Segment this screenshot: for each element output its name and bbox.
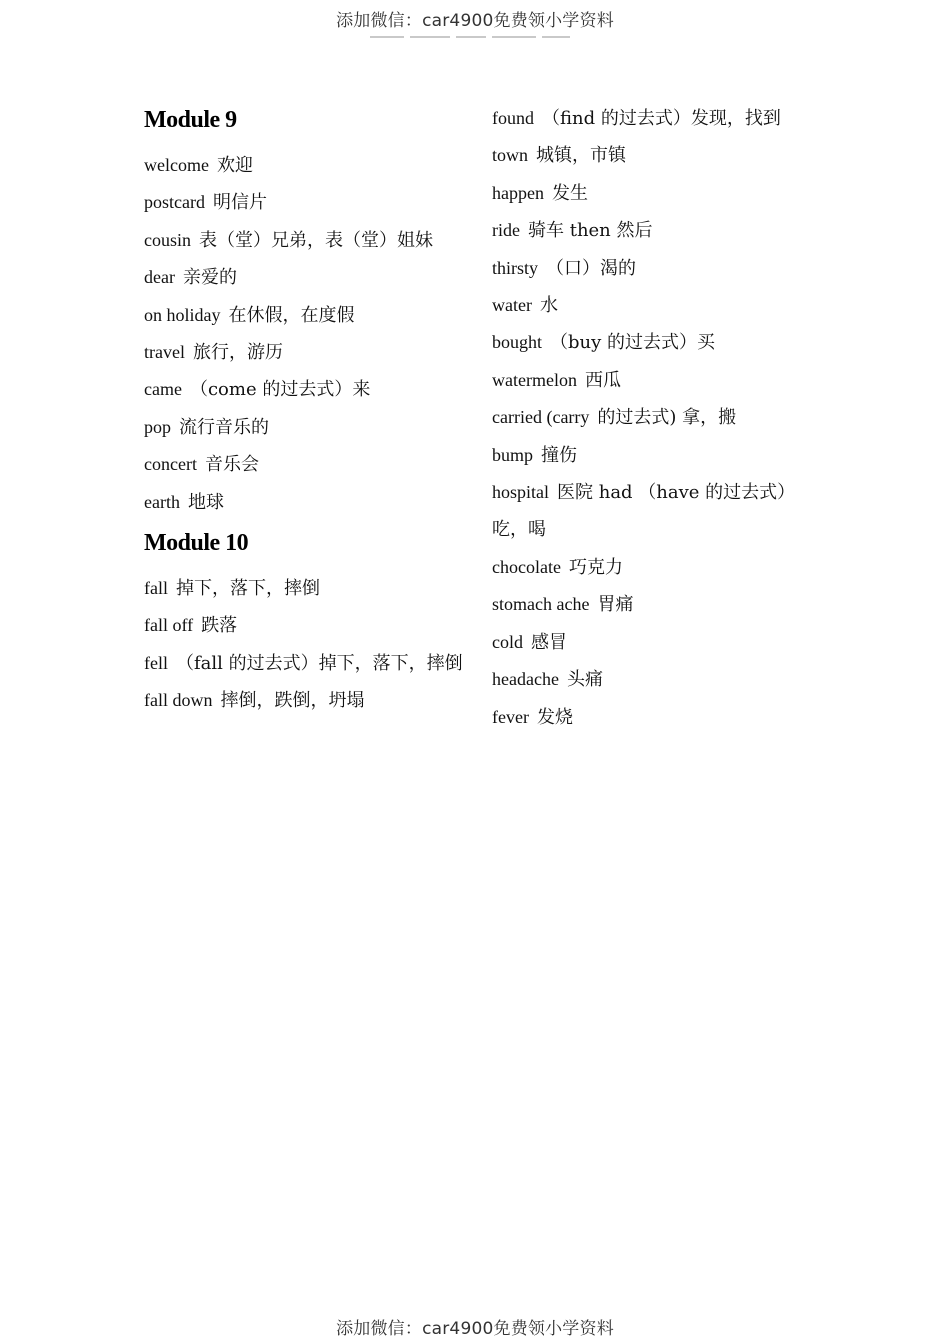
vocab-meaning: 胃痛	[597, 594, 634, 616]
module-9-heading: Module 9	[144, 107, 237, 133]
vocab-meaning: 在休假，在度假	[228, 304, 355, 326]
vocab-entry	[492, 549, 812, 586]
vocab-entry	[144, 570, 469, 607]
vocab-meaning: （口）渴的	[546, 257, 637, 279]
left-column	[144, 100, 469, 720]
vocab-word: bought	[492, 332, 543, 353]
vocab-word: fall off	[144, 615, 194, 636]
vocab-meaning: 欢迎	[216, 155, 253, 176]
vocab-entry	[492, 399, 812, 436]
vocab-entry	[492, 250, 812, 287]
vocab-word: earth	[144, 491, 180, 512]
vocab-word: travel	[144, 342, 185, 363]
vocab-meaning: 巧克力	[568, 556, 623, 578]
vocab-meaning: 掉下，落下，摔倒	[176, 578, 320, 600]
vocab-meaning: 城镇，市镇	[536, 145, 626, 167]
vocab-entry	[144, 297, 469, 334]
vocab-entry	[144, 607, 469, 644]
vocab-entry	[492, 287, 812, 324]
vocab-word: town	[492, 145, 528, 166]
vocab-entry	[492, 212, 812, 249]
vocab-word: chocolate	[492, 556, 561, 577]
vocab-meaning: （buy 的过去式）买	[550, 332, 716, 354]
vocab-entry	[144, 334, 469, 371]
watermark-bottom: 添加微信：car4900免费领小学资料	[336, 1319, 614, 1339]
vocab-entry	[492, 661, 812, 698]
vocab-meaning: 发烧	[536, 706, 573, 728]
vocab-meaning: 音乐会	[204, 454, 259, 476]
module-10-heading: Module 10	[144, 530, 249, 557]
vocab-entry	[144, 682, 469, 719]
vocab-word: fever	[492, 706, 529, 727]
vocab-entry	[144, 259, 469, 296]
vocab-meaning: 头痛	[566, 669, 603, 691]
vocab-meaning: 旅行，游历	[192, 342, 283, 364]
vocab-meaning: 跌落	[201, 615, 238, 637]
vocab-entry	[144, 147, 469, 184]
right-column	[492, 100, 812, 736]
vocab-meaning: 表（堂）兄弟，表（堂）姐妹	[199, 229, 433, 251]
module-9-list	[144, 147, 469, 521]
vocab-meaning: （find 的过去式）发现，找到	[542, 108, 781, 129]
vocab-meaning: （fall 的过去式）掉下，落下，摔倒	[176, 652, 463, 674]
vocab-entry	[144, 184, 469, 221]
vocab-word: fall	[144, 578, 168, 599]
vocab-word: bump	[492, 444, 534, 465]
faded-header-line	[370, 26, 580, 38]
vocab-entry	[492, 699, 812, 736]
watermark-top: 添加微信：car4900免费领小学资料	[336, 11, 614, 31]
vocab-word: thirsty	[492, 257, 539, 278]
vocab-meaning: 感冒	[531, 631, 567, 653]
vocab-word: postcard	[144, 192, 205, 213]
vocab-entry	[492, 137, 812, 174]
vocab-word: headache	[492, 669, 559, 690]
vocab-meaning: 骑车 then 然后	[527, 220, 653, 242]
vocab-word: cold	[492, 631, 523, 652]
vocab-entry	[144, 484, 469, 521]
vocab-word: stomach ache	[492, 594, 590, 615]
vocab-word: welcome	[144, 155, 209, 175]
vocab-meaning: （come 的过去式）来	[189, 379, 371, 401]
vocab-word: concert	[144, 454, 197, 475]
vocab-word: fell	[144, 652, 168, 673]
vocab-word: on holiday	[144, 304, 221, 325]
vocab-word: happen	[492, 182, 544, 203]
vocab-entry	[492, 586, 812, 623]
vocab-meaning: 地球	[187, 491, 224, 513]
vocab-word: found	[492, 108, 534, 128]
vocab-meaning: 医院 had （have 的过去式）吃，喝	[492, 482, 796, 541]
vocab-meaning: 水	[539, 295, 558, 317]
vocab-meaning: 亲爱的	[182, 267, 237, 289]
vocab-meaning: 发生	[551, 182, 588, 204]
vocab-entry	[492, 175, 812, 212]
vocab-word: ride	[492, 220, 520, 241]
vocab-word: watermelon	[492, 369, 577, 390]
vocab-word: fall down	[144, 690, 213, 711]
vocab-word: dear	[144, 267, 175, 288]
vocab-meaning: 明信片	[212, 192, 267, 214]
vocab-word: cousin	[144, 229, 191, 250]
module-10-list	[144, 570, 469, 720]
vocab-entry	[492, 362, 812, 399]
vocab-entry	[492, 624, 812, 661]
vocab-word: pop	[144, 416, 171, 437]
vocab-entry	[492, 100, 812, 137]
vocab-word: water	[492, 295, 532, 316]
vocab-word: carried (carry	[492, 407, 590, 428]
vocab-entry	[144, 371, 469, 408]
vocab-word: hospital	[492, 482, 549, 503]
vocab-entry	[492, 324, 812, 361]
vocab-meaning: 摔倒，跌倒，坍塌	[220, 690, 365, 712]
vocab-entry	[144, 645, 469, 682]
vocab-meaning: 西瓜	[584, 369, 621, 391]
vocab-meaning: 流行音乐的	[179, 416, 269, 438]
vocab-entry	[144, 446, 469, 483]
vocab-entry	[144, 409, 469, 446]
vocab-entry	[492, 437, 812, 474]
vocab-entry	[492, 474, 812, 549]
vocab-entry	[144, 222, 469, 259]
vocab-meaning: 的过去式) 拿，搬	[597, 407, 737, 429]
vocab-word: came	[144, 379, 182, 400]
vocab-meaning: 撞伤	[541, 444, 578, 466]
